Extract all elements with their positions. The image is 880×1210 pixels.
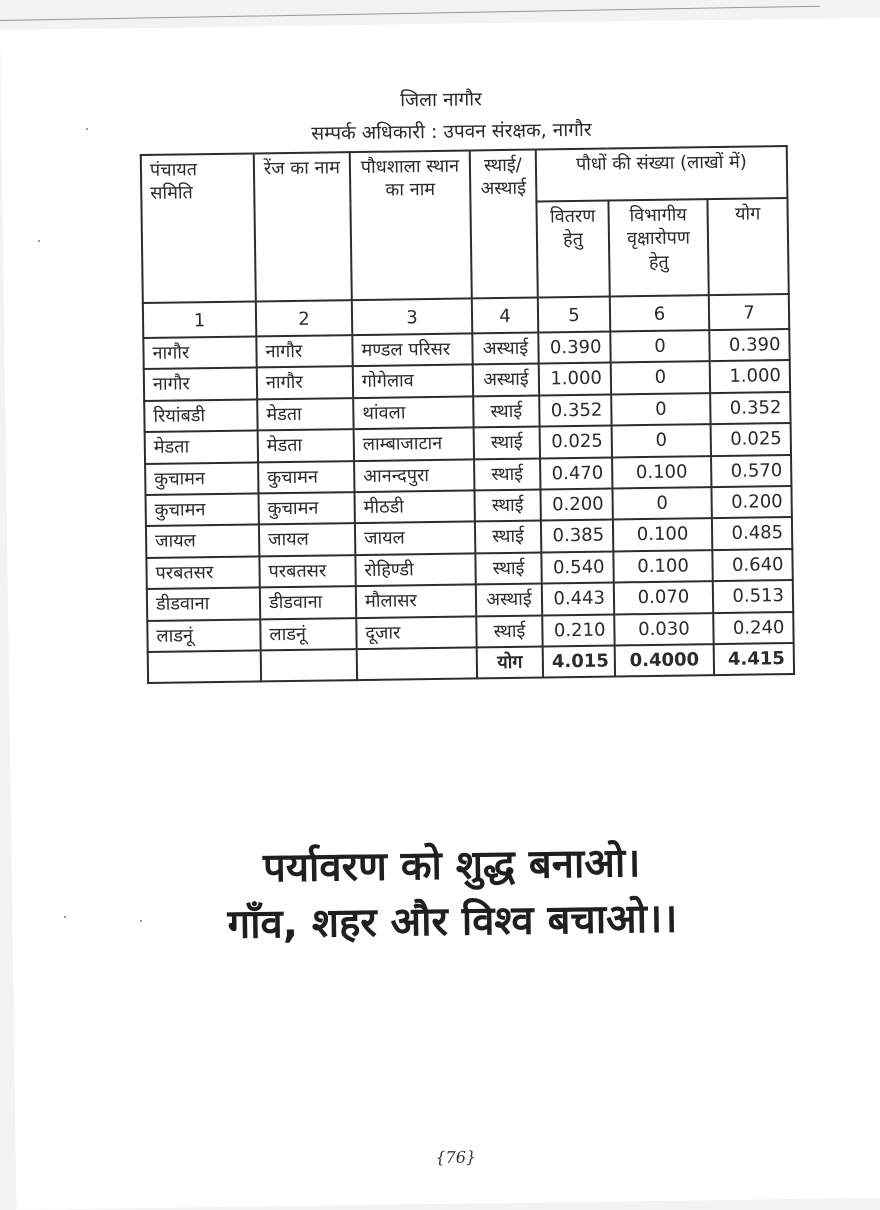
- scan-speck: [64, 916, 66, 918]
- header-type: स्थाई/ अस्थाई: [470, 150, 538, 299]
- distribution-cell: 0.352: [539, 394, 611, 426]
- range-cell: नागौर: [257, 366, 353, 399]
- type-cell: स्थाई: [475, 552, 541, 584]
- distribution-cell: 0.200: [540, 488, 612, 520]
- nursery-cell: गोगेलाव: [353, 365, 473, 398]
- distribution-cell: 0.470: [540, 457, 612, 489]
- total-cell: 0.513: [713, 580, 793, 613]
- type-cell: स्थाई: [475, 521, 541, 553]
- distribution-cell: 0.390: [538, 332, 610, 364]
- document-page: [0, 18, 880, 1210]
- column-number: 2: [256, 300, 352, 336]
- header-range: रेंज का नाम: [254, 152, 352, 301]
- distribution-cell: 0.443: [542, 583, 614, 615]
- total-cell: 0.025: [711, 423, 791, 456]
- type-cell: स्थाई: [474, 427, 540, 459]
- range-cell: लाडनूं: [260, 618, 356, 651]
- panchayat-cell: परबतसर: [146, 556, 259, 589]
- column-number: 3: [352, 298, 472, 335]
- column-number: 4: [472, 298, 538, 334]
- departmental-cell: 0.100: [612, 456, 711, 489]
- type-cell: स्थाई: [476, 615, 542, 647]
- type-cell: स्थाई: [474, 489, 540, 521]
- departmental-cell: 0.070: [614, 581, 713, 614]
- range-cell: कुचामन: [258, 492, 354, 525]
- table-body: [143, 329, 793, 652]
- slogan-line-2: गाँव, शहर और विश्व बचाओ।।: [227, 895, 678, 948]
- type-cell: अस्थाई: [472, 333, 538, 365]
- total-overall: 4.415: [714, 643, 794, 676]
- total-departmental: 0.4000: [615, 644, 714, 677]
- page-edge: [0, 6, 820, 21]
- type-cell: स्थाई: [473, 395, 539, 427]
- total-empty-cell: [357, 647, 477, 680]
- header-plants-count: पौधों की संख्या (लाखों में): [536, 146, 788, 201]
- total-cell: 0.240: [713, 611, 793, 644]
- panchayat-cell: नागौर: [144, 368, 257, 401]
- panchayat-cell: जायल: [146, 525, 259, 558]
- total-cell: 1.000: [710, 360, 790, 393]
- distribution-cell: 1.000: [539, 363, 611, 395]
- table-header-row: [141, 146, 788, 207]
- column-number: 7: [709, 294, 789, 330]
- panchayat-cell: रियांबडी: [144, 399, 257, 432]
- distribution-cell: 0.385: [541, 520, 613, 552]
- panchayat-cell: डीडवाना: [147, 588, 260, 621]
- header-nursery: पौधशाला स्थान का नाम: [350, 150, 472, 300]
- departmental-cell: 0.030: [614, 613, 713, 646]
- nursery-cell: मण्डल परिसर: [352, 333, 472, 366]
- range-cell: डीडवाना: [260, 586, 356, 619]
- nursery-cell: आनन्दपुरा: [354, 459, 474, 492]
- total-empty-cell: [148, 650, 261, 683]
- scan-speck: [140, 920, 142, 922]
- departmental-cell: 0: [611, 362, 710, 395]
- range-cell: मेडता: [258, 429, 354, 462]
- column-number: 6: [610, 295, 709, 331]
- total-label: योग: [477, 646, 543, 678]
- nursery-cell: दूजार: [356, 616, 476, 649]
- distribution-cell: 0.540: [541, 551, 613, 583]
- type-cell: अस्थाई: [473, 364, 539, 396]
- scan-speck: [38, 240, 40, 242]
- page-number: {76}: [435, 1147, 477, 1168]
- departmental-cell: 0: [611, 393, 710, 426]
- nursery-cell: लाम्बाजाटान: [354, 428, 474, 461]
- panchayat-cell: लाडनूं: [147, 619, 260, 652]
- header-total: योग: [707, 198, 788, 295]
- range-cell: जायल: [259, 523, 355, 556]
- total-cell: 0.200: [711, 486, 791, 519]
- total-cell: 0.570: [711, 455, 791, 488]
- range-cell: मेडता: [257, 398, 353, 431]
- departmental-cell: 0: [612, 487, 711, 520]
- column-number: 1: [143, 301, 256, 338]
- slogan-line-1: पर्यावरण को शुद्ध बनाओ।: [262, 840, 641, 892]
- total-distribution: 4.015: [543, 645, 615, 677]
- range-cell: परबतसर: [259, 555, 355, 588]
- total-empty-cell: [261, 649, 357, 682]
- nursery-table: [140, 145, 795, 684]
- range-cell: नागौर: [256, 335, 352, 368]
- district-heading: जिला नागौर: [400, 88, 483, 112]
- type-cell: अस्थाई: [476, 584, 542, 616]
- header-departmental: विभागीय वृक्षारोपण हेतु: [608, 199, 708, 296]
- panchayat-cell: मेडता: [145, 431, 258, 464]
- total-cell: 0.640: [712, 549, 792, 582]
- panchayat-cell: कुचामन: [145, 462, 258, 495]
- total-cell: 0.352: [710, 392, 790, 425]
- nursery-cell: जायल: [355, 522, 475, 555]
- header-panchayat: पंचायत समिति: [141, 153, 256, 303]
- distribution-cell: 0.025: [540, 426, 612, 458]
- total-cell: 0.390: [709, 329, 789, 362]
- departmental-cell: 0.100: [613, 550, 712, 583]
- type-cell: स्थाई: [474, 458, 540, 490]
- scan-speck: [86, 128, 88, 130]
- contact-officer-heading: सम्पर्क अधिकारी : उपवन संरक्षक, नागौर: [311, 118, 592, 145]
- departmental-cell: 0: [612, 424, 711, 457]
- nursery-cell: थांवला: [353, 396, 473, 429]
- nursery-cell: रोहिण्डी: [355, 553, 475, 586]
- column-number: 5: [538, 297, 610, 333]
- header-distribution: वितरण हेतु: [536, 201, 609, 298]
- nursery-cell: मौलासर: [356, 585, 476, 618]
- distribution-cell: 0.210: [542, 614, 614, 646]
- range-cell: कुचामन: [258, 461, 354, 494]
- nursery-cell: मीठडी: [354, 490, 474, 523]
- departmental-cell: 0: [610, 330, 709, 363]
- panchayat-cell: नागौर: [143, 336, 256, 369]
- total-cell: 0.485: [712, 517, 792, 550]
- panchayat-cell: कुचामन: [146, 493, 259, 526]
- departmental-cell: 0.100: [613, 518, 712, 551]
